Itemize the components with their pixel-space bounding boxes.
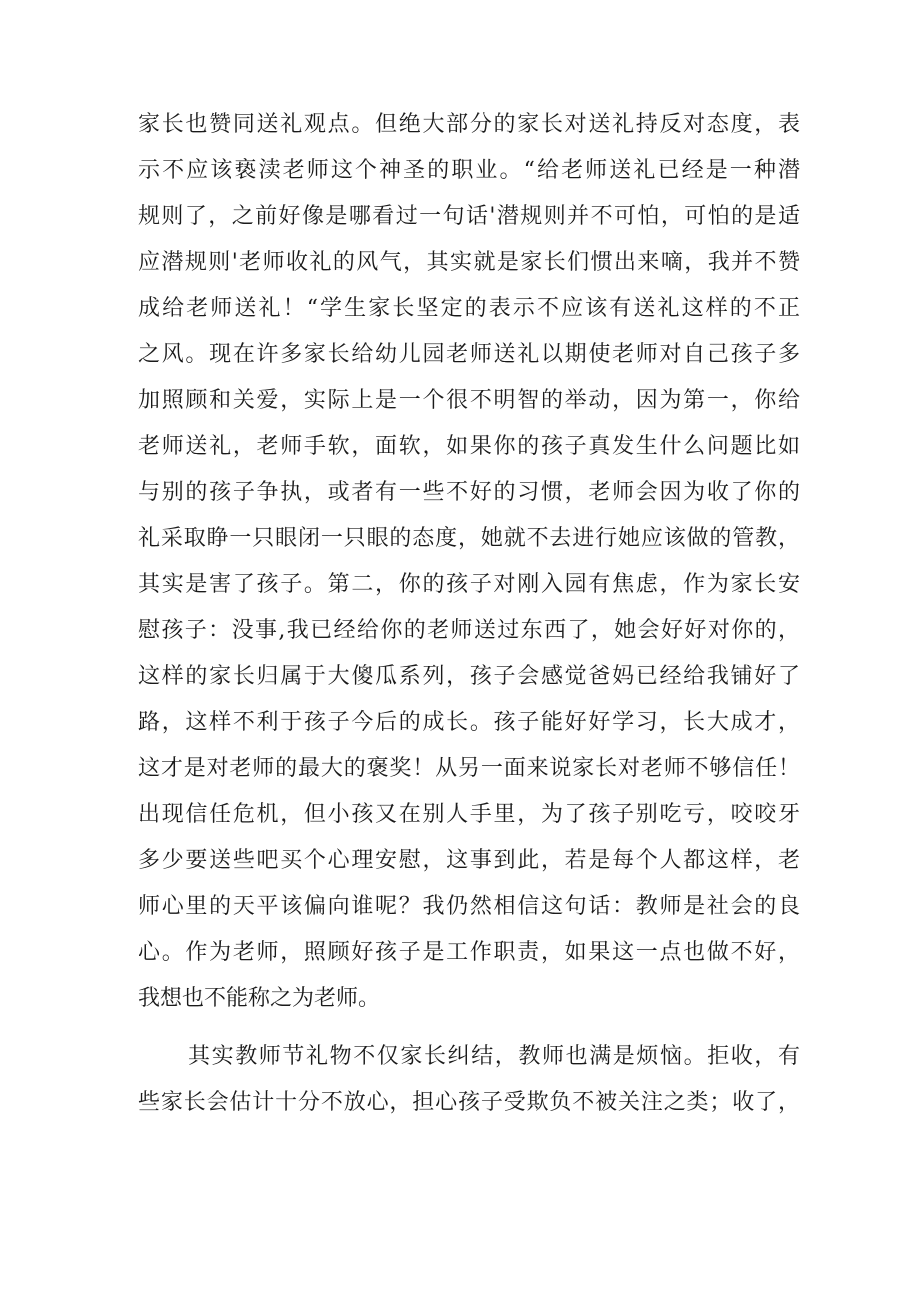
text-line: 这才是对老师的最大的褒奖！从另一面来说家长对老师不够信任！	[138, 756, 800, 781]
text-line: 老师送礼，老师手软，面软，如果你的孩子真发生什么问题比如	[138, 434, 800, 459]
text-line: 与别的孩子争执，或者有一些不好的习惯，老师会因为收了你的	[138, 480, 800, 505]
text-line: 成给老师送礼！“学生家长坚定的表示不应该有送礼这样的不正	[138, 296, 800, 321]
text-line: 加照顾和关爱，实际上是一个很不明智的举动，因为第一，你给	[138, 388, 800, 413]
text-line: 这样的家长归属于大傻瓜系列，孩子会感觉爸妈已经给我铺好了	[138, 664, 800, 689]
text-line: 师心里的天平该偏向谁呢？我仍然相信这句话：教师是社会的良	[138, 894, 800, 919]
text-line: 路，这样不利于孩子今后的成长。孩子能好好学习，长大成才，	[138, 710, 800, 735]
text-line: 些家长会估计十分不放心，担心孩子受欺负不被关注之类；收了，	[138, 1090, 800, 1115]
text-line: 家长也赞同送礼观点。但绝大部分的家长对送礼持反对态度，表	[138, 112, 800, 137]
paragraph-1	[138, 102, 800, 1022]
text-line: 礼采取睁一只眼闭一只眼的态度，她就不去进行她应该做的管教，	[138, 526, 800, 551]
text-line: 出现信任危机，但小孩又在别人手里，为了孩子别吃亏，咬咬牙	[138, 802, 800, 827]
text-line: 其实教师节礼物不仅家长纠结，教师也满是烦恼。拒收，有	[188, 1044, 800, 1069]
text-line: 心。作为老师，照顾好孩子是工作职责，如果这一点也做不好，	[138, 940, 800, 965]
text-line: 示不应该亵渎老师这个神圣的职业。“给老师送礼已经是一种潜	[138, 158, 800, 183]
text-line: 应潜规则'老师收礼的风气，其实就是家长们惯出来嘀，我并不赞	[138, 250, 800, 275]
text-line: 之风。现在许多家长给幼儿园老师送礼以期使老师对自己孩子多	[138, 342, 800, 367]
text-line: 多少要送些吧买个心理安慰，这事到此，若是每个人都这样，老	[138, 848, 800, 873]
paragraph-2	[138, 1034, 800, 1126]
document-body	[138, 102, 800, 1126]
text-line: 其实是害了孩子。第二，你的孩子对刚入园有焦虑，作为家长安	[138, 572, 800, 597]
text-line: 慰孩子：没事,我已经给你的老师送过东西了，她会好好对你的，	[138, 618, 800, 643]
text-line: 规则了，之前好像是哪看过一句话'潜规则并不可怕，可怕的是适	[138, 204, 800, 229]
text-line: 我想也不能称之为老师。	[138, 986, 381, 1011]
